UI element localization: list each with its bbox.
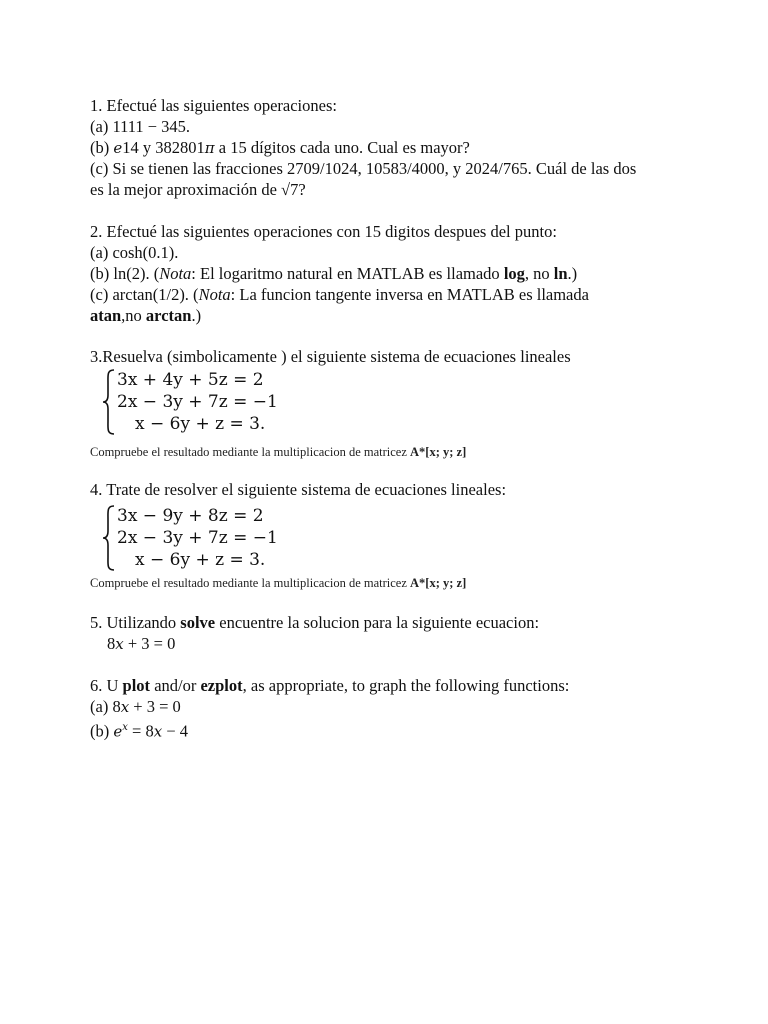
left-brace-icon (102, 369, 116, 435)
problem-4-equation-3: x − 6y + z = 3. (135, 550, 266, 570)
problem-2-title: 2. Efectué las siguientes operaciones con 15 digitos despues del punto: (90, 222, 557, 241)
problem-4-check: Compruebe el resultado mediante la multiplicacion de matricez A*[x; y; z] (90, 576, 467, 590)
problem-6-title: 6. U plot and/or ezplot, as appropriate, to graph the following functions: (90, 676, 570, 695)
problem-6a: (a) 8x + 3 = 0 (90, 697, 181, 716)
problem-3-equation-3: x − 6y + z = 3. (135, 414, 266, 434)
left-brace-icon (102, 505, 116, 571)
problem-5-title: 5. Utilizando solve encuentre la solucion para la siguiente ecuacion: (90, 613, 540, 632)
problem-3-check: Compruebe el resultado mediante la multiplicacion de matricez A*[x; y; z] (90, 445, 467, 459)
problem-3-equation-system (102, 369, 322, 435)
problem-3-equation-2: 2x − 3y + 7z = −1 (117, 392, 278, 412)
problem-4-equation-2: 2x − 3y + 7z = −1 (117, 528, 278, 548)
problem-4-equation-system (102, 505, 322, 571)
problem-4-title: 4. Trate de resolver el siguiente sistema de ecuaciones lineales: (90, 480, 507, 499)
problem-5-equation: 8x + 3 = 0 (107, 634, 176, 653)
problem-2c-line-2: atan,no arctan.) (90, 306, 202, 325)
problem-1a: (a) 1111 − 345. (90, 117, 191, 136)
problem-1c-line-1: (c) Si se tienen las fracciones 2709/1024, 10583/4000, y 2024/765. Cuál de las dos (90, 159, 637, 178)
problem-2c-line-1: (c) arctan(1/2). (Nota: La funcion tangente inversa en MATLAB es llamada (90, 285, 589, 304)
problem-3-equation-1: 3x + 4y + 5z = 2 (117, 370, 264, 390)
problem-6b: (b) $e^x = 8x - 4$ (90, 721, 188, 741)
problem-4-equation-1: 3x − 9y + 8z = 2 (117, 506, 264, 526)
problem-1c-line-2: es la mejor aproximación de √7? (90, 180, 306, 199)
problem-3-title: 3.Resuelva (simbolicamente ) el siguiente sistema de ecuaciones lineales (90, 347, 571, 366)
problem-2a: (a) cosh(0.1). (90, 243, 179, 262)
problem-1b: (b) e14 y 382801π a 15 dígitos cada uno. Cual es mayor? (90, 138, 470, 157)
problem-2b: (b) ln(2). (Nota: El logaritmo natural en MATLAB es llamado log, no ln.) (90, 264, 578, 283)
problem-1-title: 1. Efectué las siguientes operaciones: (90, 96, 337, 115)
